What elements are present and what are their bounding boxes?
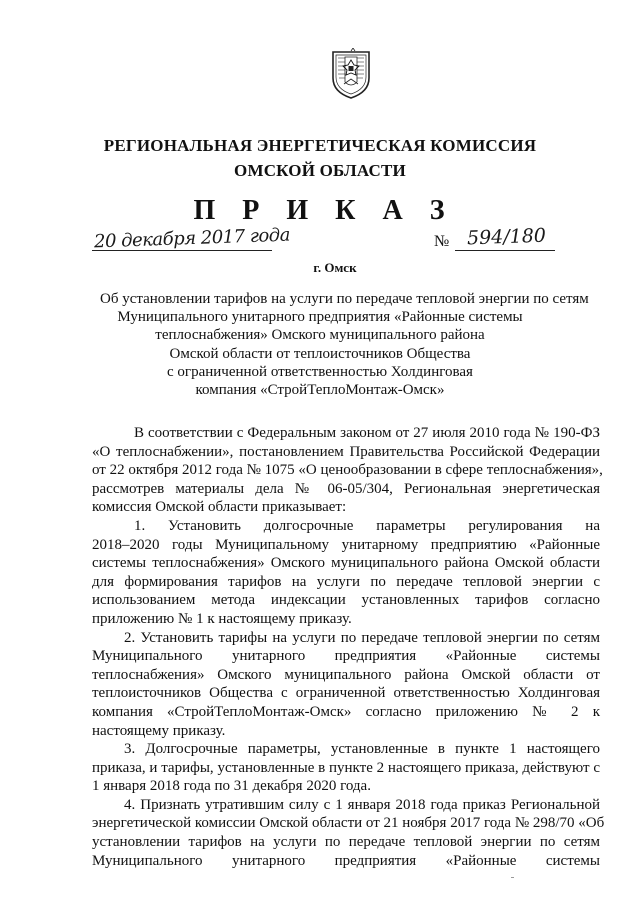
text-line: приказа, и тарифы, установленные в пункте 2 настоящего приказа, действуют с <box>92 759 600 776</box>
text-line: настоящему приказу. <box>92 722 226 739</box>
text-line: комиссия Омской области приказывает: <box>92 499 347 516</box>
city-name: г. Омск <box>313 260 357 275</box>
handwritten-order-number: 594/180 <box>466 224 547 250</box>
subject-line: Омской области от теплоисточников Общества <box>169 345 471 362</box>
text-line: для формирования тарифов на услуги по передаче тепловой энергии с <box>92 573 600 590</box>
text-line: В соответствии с Федеральным законом от 27 июля 2010 года № 190-ФЗ <box>134 425 600 441</box>
text-line: «О теплоснабжении», постановлением Правительства Российской Федерации <box>92 443 600 460</box>
order-subject <box>100 290 589 399</box>
subject-line: теплоснабжения» Омского муниципального района <box>155 327 485 344</box>
number-sign: № <box>434 233 450 250</box>
number-underline <box>455 250 555 251</box>
text-line: 1. Установить долгосрочные параметры регулирования на <box>134 517 600 534</box>
text-line: системы теплоснабжения» Омского муниципального района Омской области <box>92 555 600 572</box>
scan-artifact <box>511 877 514 878</box>
text-line: 3. Долгосрочные параметры, установленные в пункте 1 настоящего <box>124 741 600 758</box>
date-underline <box>92 250 272 251</box>
text-line: компания «СтройТеплоМонтаж-Омск» согласно приложению № 2 к <box>92 703 600 720</box>
text-line: 2. Установить тарифы на услуги по передаче тепловой энергии по сетям <box>124 629 600 646</box>
text-line: энергетической комиссии Омской области от 21 ноября 2017 года № 298/70 «Об <box>92 815 605 832</box>
subject-line: с ограниченной ответственностью Холдинговая <box>167 363 473 380</box>
paragraph-2 <box>92 629 600 741</box>
paragraph-4 <box>92 796 605 870</box>
preamble-paragraph <box>92 424 603 517</box>
text-line: от 22 октября 2012 года № 1075 «О ценообразовании в сфере теплоснабжения», <box>92 462 603 479</box>
organization-name-line2: ОМСКОЙ ОБЛАСТИ <box>234 161 406 180</box>
text-line: Муниципального унитарного предприятия «Районные системы <box>92 852 600 869</box>
paragraph-1 <box>92 517 600 629</box>
document-type-title: П Р И К А З <box>193 195 455 226</box>
text-line: рассмотрев материалы дела № 06-05/304, Региональная энергетическая <box>92 480 600 497</box>
paragraph-3 <box>92 740 600 796</box>
order-body <box>92 424 605 870</box>
text-line: использованием метода индексации установленных тарифов согласно <box>92 592 600 609</box>
subject-line: компания «СтройТеплоМонтаж-Омск» <box>195 382 445 399</box>
text-line: Муниципального унитарного предприятия «Районные системы <box>92 648 600 665</box>
text-line: 2018–2020 годы Муниципальному унитарному предприятию «Районные <box>92 536 600 553</box>
organization-name-line1: РЕГИОНАЛЬНАЯ ЭНЕРГЕТИЧЕСКАЯ КОМИССИЯ <box>103 136 537 155</box>
subject-line: Муниципального унитарного предприятия «Районные системы <box>117 309 523 326</box>
text-line: приложению № 1 к настоящему приказу. <box>92 610 352 627</box>
handwritten-date: 20 декабря 2017 года <box>93 224 291 253</box>
omsk-coat-of-arms-icon <box>330 48 372 100</box>
text-line: теплоисточников Общества с ограниченной ответственностью Холдинговая <box>92 685 600 702</box>
text-line: установлении тарифов на услуги по передаче тепловой энергии по сетям <box>92 834 600 851</box>
text-line: 1 января 2018 года по 31 декабря 2020 года. <box>92 778 371 795</box>
text-line: 4. Признать утратившим силу с 1 января 2018 года приказ Региональной <box>124 796 600 813</box>
subject-line: Об установлении тарифов на услуги по передаче тепловой энергии по сетям <box>100 291 589 307</box>
text-line: теплоснабжения» Омского муниципального района Омской области от <box>92 666 600 683</box>
